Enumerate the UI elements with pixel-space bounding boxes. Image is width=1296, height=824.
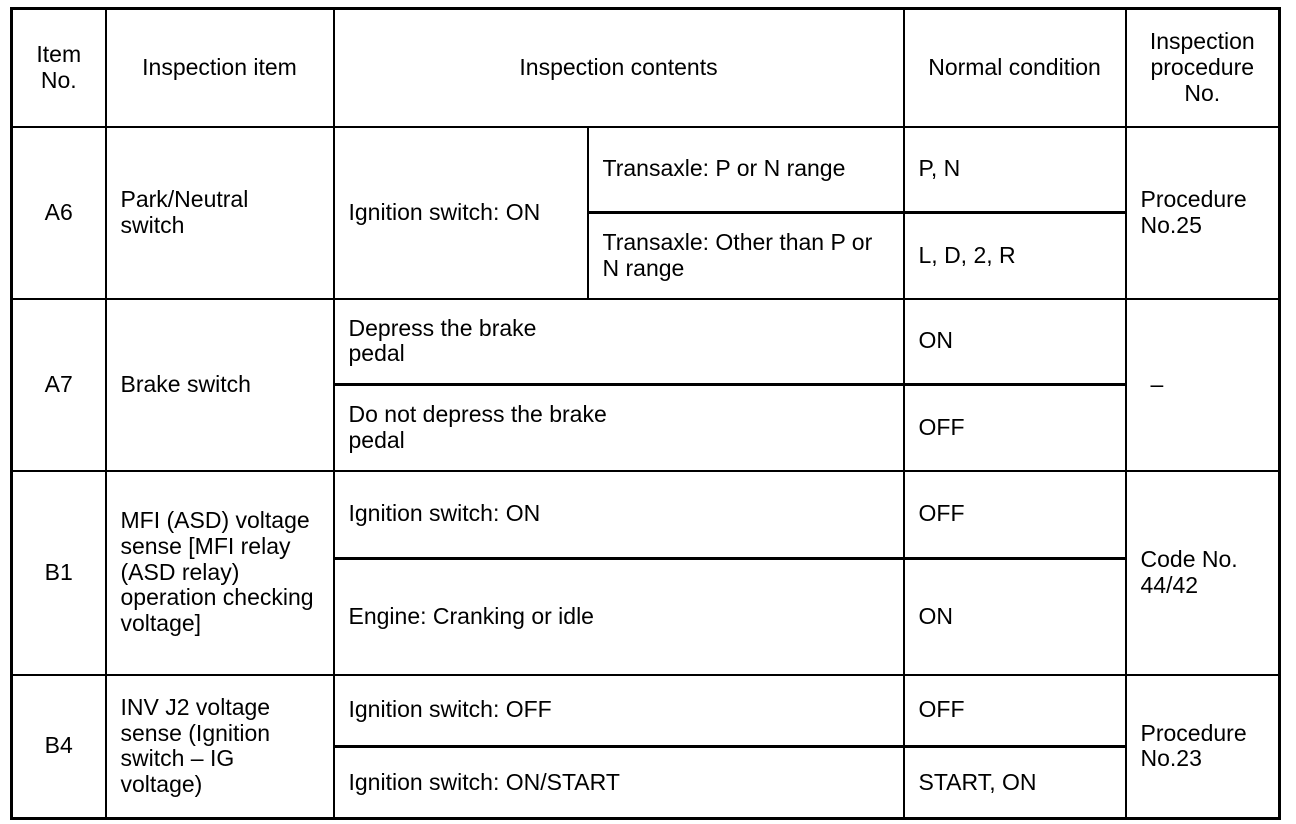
normal-condition-cell: OFF xyxy=(904,675,1126,747)
table-row xyxy=(12,675,1280,747)
normal-condition-cell: ON xyxy=(904,559,1126,675)
normal-condition-cell: OFF xyxy=(904,471,1126,559)
inspection-item-cell: INV J2 voltage sense (Ignition switch – IG voltage) xyxy=(106,675,334,819)
inspection-contents-text: Do not depress the brake pedal xyxy=(348,401,607,453)
normal-condition-cell: P, N xyxy=(904,127,1126,213)
inspection-item-cell: Park/Neutral switch xyxy=(106,127,334,299)
table-row xyxy=(12,471,1280,559)
inspection-contents-cell: Ignition switch: OFF xyxy=(334,675,904,747)
inspection-contents-cell: Transaxle: Other than P or N range xyxy=(588,213,904,299)
inspection-item-cell: Brake switch xyxy=(106,299,334,471)
normal-condition-cell: START, ON xyxy=(904,747,1126,819)
inspection-table xyxy=(10,7,1281,820)
inspection-contents-text: Depress the brake pedal xyxy=(348,314,537,367)
item-no-cell: B4 xyxy=(12,675,106,819)
procedure-cell: Procedure No.25 xyxy=(1126,127,1280,299)
item-no-cell: B1 xyxy=(12,471,106,675)
normal-condition-cell: ON xyxy=(904,299,1126,385)
inspection-item-cell: MFI (ASD) voltage sense [MFI relay (ASD relay) operation checking voltage] xyxy=(106,471,334,675)
inspection-contents-cell xyxy=(334,385,904,471)
normal-condition-cell: OFF xyxy=(904,385,1126,471)
header-normal-condition: Normal condition xyxy=(904,9,1126,127)
procedure-cell: Code No. 44/42 xyxy=(1126,471,1280,675)
header-row xyxy=(12,9,1280,127)
header-inspection-item: Inspection item xyxy=(106,9,334,127)
normal-condition-cell: L, D, 2, R xyxy=(904,213,1126,299)
inspection-contents-cell xyxy=(334,559,904,675)
item-no-cell: A6 xyxy=(12,127,106,299)
header-inspection-procedure-no: Inspection procedure No. xyxy=(1126,9,1280,127)
table-row xyxy=(12,127,1280,213)
procedure-cell: – xyxy=(1126,299,1280,471)
inspection-contents-cell xyxy=(334,299,904,385)
table-row xyxy=(12,299,1280,385)
item-no-cell: A7 xyxy=(12,299,106,471)
procedure-cell: Procedure No.23 xyxy=(1126,675,1280,819)
inspection-contents-cell: Transaxle: P or N range xyxy=(588,127,904,213)
inspection-contents-main-cell: Ignition switch: ON xyxy=(334,127,588,299)
header-inspection-contents: Inspection contents xyxy=(334,9,904,127)
inspection-contents-cell: Ignition switch: ON xyxy=(334,471,904,559)
header-item-no: Item No. xyxy=(12,9,106,127)
inspection-contents-cell: Ignition switch: ON/START xyxy=(334,747,904,819)
inspection-contents-text: Engine: Cranking or idle xyxy=(348,602,594,629)
